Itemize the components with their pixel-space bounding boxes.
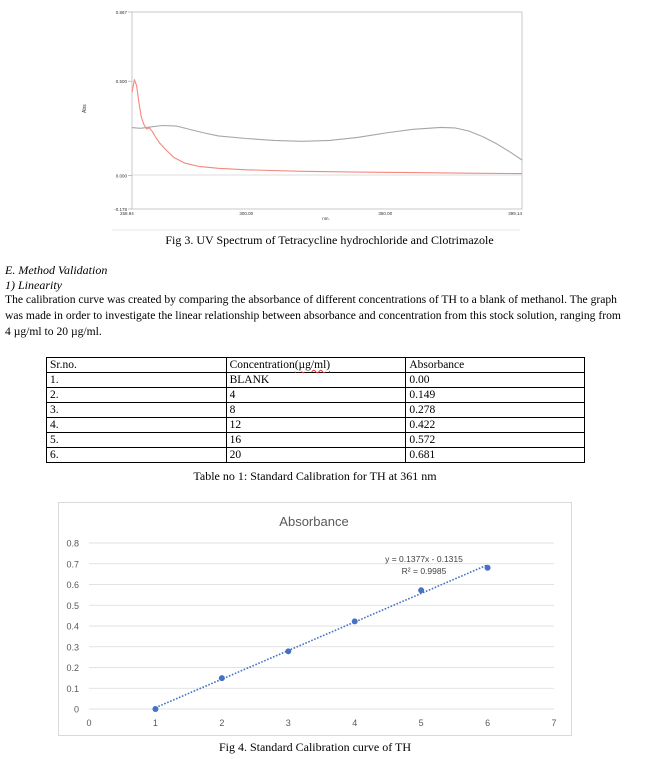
uv-x-tick-label: 399.14 (508, 211, 522, 216)
calibration-data-point (418, 587, 424, 593)
calibration-data-point (152, 706, 158, 712)
calibration-y-tick-label: 0.3 (66, 642, 79, 653)
calibration-chart-title: Absorbance (279, 514, 349, 529)
uv-x-tick-label: 350.00 (378, 211, 393, 216)
calibration-points (152, 565, 490, 712)
uv-y-tick-label: -0.178 (114, 207, 127, 212)
paragraph-line: 4 µg/ml to 20 µg/ml. (5, 325, 102, 338)
header-concentration-text: Concentration (229, 359, 295, 371)
cell-concentration: 20 (226, 448, 406, 463)
trendline-r-squared: R² = 0.9985 (401, 566, 447, 576)
calibration-gridlines (89, 543, 554, 709)
cell-srno: 3. (47, 403, 227, 418)
cell-absorbance: 0.00 (406, 373, 585, 388)
calibration-y-tick-label: 0.6 (66, 580, 79, 590)
subsection-heading: 1) Linearity (5, 278, 62, 292)
calibration-y-tick-label: 0.4 (66, 621, 79, 632)
calibration-x-tick-label: 2 (219, 718, 225, 728)
calibration-y-tick-label: 0.2 (66, 663, 79, 673)
cell-concentration: BLANK (226, 373, 406, 388)
calibration-x-tick-label: 5 (418, 718, 424, 728)
calibration-x-tick-label: 1 (152, 718, 158, 728)
fig3-caption: Fig 3. UV Spectrum of Tetracycline hydrochloride and Clotrimazole (165, 233, 494, 247)
calibration-data-point (485, 565, 491, 571)
calibration-y-tick-label: 0 (73, 704, 79, 715)
uv-y-axis-label: Abs (82, 104, 88, 113)
calibration-data-point (285, 648, 291, 654)
table-caption: Table no 1: Standard Calibration for TH at 361 nm (193, 469, 437, 483)
cell-concentration: 8 (226, 403, 406, 418)
calibration-y-tick-label: 0.1 (66, 683, 79, 694)
calibration-x-tick-label: 7 (551, 718, 557, 728)
trendline-equation: y = 0.1377x - 0.1315 (385, 554, 463, 564)
cell-absorbance: 0.278 (406, 403, 585, 418)
calibration-trendline (155, 565, 487, 708)
cell-concentration: 16 (226, 433, 406, 448)
cell-srno: 1. (47, 373, 227, 388)
uv-y-tick-label: 0.867 (115, 10, 127, 15)
calibration-data-point (219, 675, 225, 681)
cell-absorbance: 0.422 (406, 418, 585, 433)
section-heading: E. Method Validation (5, 263, 108, 277)
paragraph-line: The calibration curve was created by comparing the absorbance of different concentrations of TH to a blank of methanol. The graph (5, 293, 617, 306)
cell-srno: 6. (47, 448, 227, 463)
cell-absorbance: 0.572 (406, 433, 585, 448)
header-concentration-unit: (µg/ml) (294, 359, 331, 371)
cell-srno: 5. (47, 433, 227, 448)
cell-absorbance: 0.149 (406, 388, 585, 403)
cell-srno: 4. (47, 418, 227, 433)
cell-absorbance: 0.681 (406, 448, 585, 463)
calibration-y-tick-label: 0.7 (66, 559, 79, 570)
cell-srno: 2. (47, 388, 227, 403)
header-absorbance: Absorbance (406, 358, 585, 373)
uv-x-tick-label: 300.00 (239, 211, 254, 216)
calibration-data-point (352, 618, 358, 624)
header-srno: Sr.no. (47, 358, 227, 373)
calibration-y-tick-label: 0.5 (66, 600, 79, 611)
fig4-caption: Fig 4. Standard Calibration curve of TH (218, 740, 412, 754)
cell-concentration: 4 (226, 388, 406, 403)
calibration-x-tick-label: 4 (352, 718, 358, 728)
uv-y-tick-label: 0.500 (115, 79, 127, 85)
calibration-x-tick-label: 3 (285, 718, 291, 728)
paragraph-line: was made in order to investigate the linear relationship between absorbance and concentration from this stock solution, ranging from (5, 309, 621, 322)
uv-x-tick-label: 258.94 (120, 211, 134, 216)
cell-concentration: 12 (226, 418, 406, 433)
calibration-trendline-group (155, 565, 487, 708)
calibration-y-tick-label: 0.8 (66, 538, 79, 549)
calibration-x-tick-label: 6 (485, 718, 491, 728)
calibration-x-tick-label: 0 (86, 718, 92, 728)
uv-y-tick-label: 0.000 (115, 173, 127, 179)
uv-x-axis-label: nm. (322, 216, 330, 221)
